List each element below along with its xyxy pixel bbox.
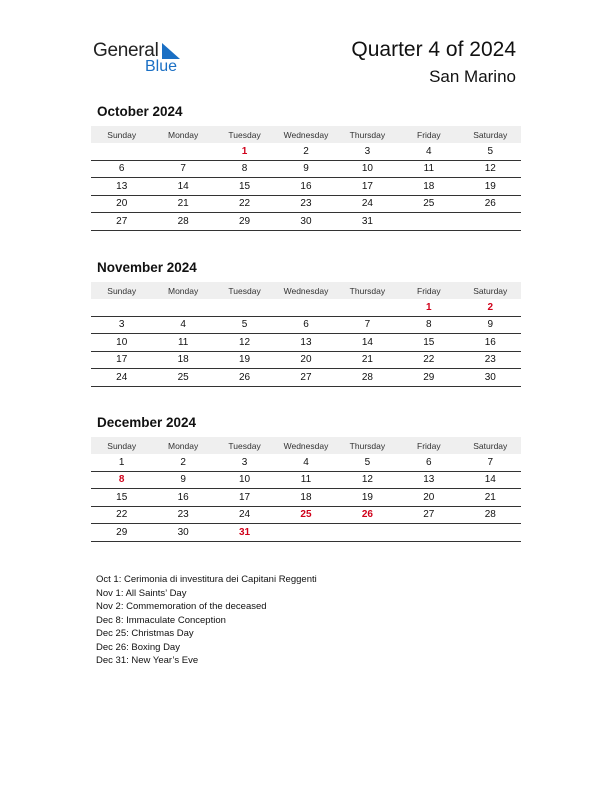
day-cell: 20 [91, 195, 152, 213]
day-cell: 22 [214, 195, 275, 213]
weekday-header: Wednesday [275, 282, 336, 299]
day-cell: 6 [398, 454, 459, 471]
day-cell: 3 [91, 316, 152, 334]
day-cell: 17 [214, 489, 275, 507]
calendar-table [91, 126, 521, 231]
day-cell: 4 [398, 143, 459, 160]
week-row [91, 299, 521, 316]
day-cell: 5 [214, 316, 275, 334]
weekday-header: Saturday [460, 437, 521, 454]
day-cell: 23 [275, 195, 336, 213]
holiday-note: Nov 2: Commemoration of the deceased [96, 601, 267, 612]
day-cell: 23 [460, 351, 521, 369]
day-cell [152, 143, 213, 160]
day-cell: 21 [152, 195, 213, 213]
calendar-table [91, 437, 521, 542]
day-cell: 10 [214, 471, 275, 489]
month-october [91, 104, 521, 231]
day-cell: 19 [214, 351, 275, 369]
weekday-header: Sunday [91, 126, 152, 143]
day-cell: 5 [460, 143, 521, 160]
day-cell: 30 [275, 213, 336, 231]
day-cell: 8 [91, 471, 152, 489]
day-cell: 28 [152, 213, 213, 231]
day-cell: 27 [91, 213, 152, 231]
weekday-header: Monday [152, 282, 213, 299]
day-cell: 2 [460, 299, 521, 316]
day-cell: 15 [398, 334, 459, 352]
holiday-note: Dec 25: Christmas Day [96, 628, 194, 639]
week-row [91, 213, 521, 231]
day-cell: 13 [275, 334, 336, 352]
weekday-header-row [91, 126, 521, 143]
day-cell: 11 [275, 471, 336, 489]
day-cell: 9 [152, 471, 213, 489]
weekday-header: Wednesday [275, 126, 336, 143]
day-cell: 16 [460, 334, 521, 352]
day-cell: 9 [275, 160, 336, 178]
weekday-header: Friday [398, 282, 459, 299]
weekday-header: Thursday [337, 126, 398, 143]
day-cell: 6 [91, 160, 152, 178]
week-row [91, 454, 521, 471]
day-cell: 3 [214, 454, 275, 471]
week-row [91, 351, 521, 369]
day-cell [460, 524, 521, 542]
day-cell: 13 [91, 178, 152, 196]
logo-blue-text: Blue [145, 58, 178, 75]
day-cell: 15 [214, 178, 275, 196]
weekday-header: Saturday [460, 126, 521, 143]
holiday-notes [96, 573, 317, 668]
week-row [91, 524, 521, 542]
day-cell: 30 [152, 524, 213, 542]
day-cell: 22 [398, 351, 459, 369]
weekday-header: Tuesday [214, 437, 275, 454]
holiday-note: Dec 31: New Year’s Eve [96, 655, 199, 666]
page-title: Quarter 4 of 2024 [351, 38, 516, 61]
day-cell: 12 [214, 334, 275, 352]
day-cell: 21 [337, 351, 398, 369]
day-cell: 29 [214, 213, 275, 231]
day-cell [398, 213, 459, 231]
day-cell: 1 [91, 454, 152, 471]
day-cell: 26 [214, 369, 275, 387]
weekday-header: Tuesday [214, 126, 275, 143]
day-cell: 4 [152, 316, 213, 334]
day-cell: 14 [460, 471, 521, 489]
weekday-header-row [91, 282, 521, 299]
holiday-note: Oct 1: Cerimonia di investitura dei Capitani Reggenti [96, 574, 317, 585]
day-cell: 27 [398, 506, 459, 524]
day-cell: 13 [398, 471, 459, 489]
day-cell: 20 [398, 489, 459, 507]
logo [93, 40, 203, 80]
day-cell: 9 [460, 316, 521, 334]
day-cell: 16 [152, 489, 213, 507]
day-cell [91, 143, 152, 160]
week-row [91, 334, 521, 352]
holiday-note: Dec 26: Boxing Day [96, 641, 180, 653]
day-cell: 27 [275, 369, 336, 387]
day-cell: 24 [91, 369, 152, 387]
week-row [91, 195, 521, 213]
day-cell [337, 524, 398, 542]
day-cell: 26 [337, 506, 398, 524]
month-title: October 2024 [97, 104, 183, 119]
weekday-header: Thursday [337, 437, 398, 454]
day-cell [460, 213, 521, 231]
day-cell: 25 [275, 506, 336, 524]
weekday-header: Friday [398, 126, 459, 143]
day-cell: 12 [460, 160, 521, 178]
day-cell: 14 [152, 178, 213, 196]
day-cell: 11 [398, 160, 459, 178]
day-cell [91, 299, 152, 316]
day-cell: 4 [275, 454, 336, 471]
month-december [91, 415, 521, 542]
weekday-header: Tuesday [214, 282, 275, 299]
day-cell: 7 [460, 454, 521, 471]
weekday-header: Thursday [337, 282, 398, 299]
weekday-header: Monday [152, 437, 213, 454]
weekday-header: Sunday [91, 282, 152, 299]
weekday-header: Saturday [460, 282, 521, 299]
day-cell: 2 [152, 454, 213, 471]
day-cell: 11 [152, 334, 213, 352]
day-cell: 5 [337, 454, 398, 471]
day-cell: 16 [275, 178, 336, 196]
day-cell: 17 [337, 178, 398, 196]
day-cell: 19 [460, 178, 521, 196]
day-cell [152, 299, 213, 316]
calendar-table [91, 282, 521, 387]
page-subtitle: San Marino [429, 67, 516, 86]
week-row [91, 316, 521, 334]
day-cell: 20 [275, 351, 336, 369]
holiday-note: Dec 8: Immaculate Conception [96, 614, 226, 626]
day-cell: 17 [91, 351, 152, 369]
day-cell: 3 [337, 143, 398, 160]
day-cell: 1 [214, 143, 275, 160]
day-cell: 10 [91, 334, 152, 352]
day-cell: 31 [214, 524, 275, 542]
day-cell: 25 [398, 195, 459, 213]
week-row [91, 369, 521, 387]
day-cell: 8 [398, 316, 459, 334]
week-row [91, 143, 521, 160]
week-row [91, 489, 521, 507]
day-cell: 29 [91, 524, 152, 542]
weekday-header-row [91, 437, 521, 454]
day-cell: 22 [91, 506, 152, 524]
day-cell: 18 [398, 178, 459, 196]
month-november [91, 260, 521, 387]
day-cell: 8 [214, 160, 275, 178]
day-cell: 23 [152, 506, 213, 524]
day-cell: 6 [275, 316, 336, 334]
day-cell: 7 [152, 160, 213, 178]
logo-general-text: General [93, 40, 159, 61]
month-title: November 2024 [97, 260, 197, 275]
day-cell: 1 [398, 299, 459, 316]
month-title: December 2024 [97, 415, 197, 430]
week-row [91, 506, 521, 524]
day-cell [398, 524, 459, 542]
weekday-header: Sunday [91, 437, 152, 454]
day-cell: 2 [275, 143, 336, 160]
day-cell [214, 299, 275, 316]
day-cell: 29 [398, 369, 459, 387]
day-cell [337, 299, 398, 316]
day-cell: 14 [337, 334, 398, 352]
day-cell [275, 524, 336, 542]
weekday-header: Monday [152, 126, 213, 143]
day-cell [275, 299, 336, 316]
day-cell: 30 [460, 369, 521, 387]
day-cell: 21 [460, 489, 521, 507]
day-cell: 15 [91, 489, 152, 507]
weekday-header: Friday [398, 437, 459, 454]
week-row [91, 178, 521, 196]
weekday-header: Wednesday [275, 437, 336, 454]
day-cell: 7 [337, 316, 398, 334]
day-cell: 25 [152, 369, 213, 387]
week-row [91, 160, 521, 178]
day-cell: 24 [214, 506, 275, 524]
week-row [91, 471, 521, 489]
day-cell: 28 [460, 506, 521, 524]
holiday-note: Nov 1: All Saints’ Day [96, 587, 187, 599]
day-cell: 18 [275, 489, 336, 507]
day-cell: 18 [152, 351, 213, 369]
day-cell: 10 [337, 160, 398, 178]
day-cell: 12 [337, 471, 398, 489]
day-cell: 26 [460, 195, 521, 213]
day-cell: 19 [337, 489, 398, 507]
day-cell: 24 [337, 195, 398, 213]
day-cell: 31 [337, 213, 398, 231]
day-cell: 28 [337, 369, 398, 387]
